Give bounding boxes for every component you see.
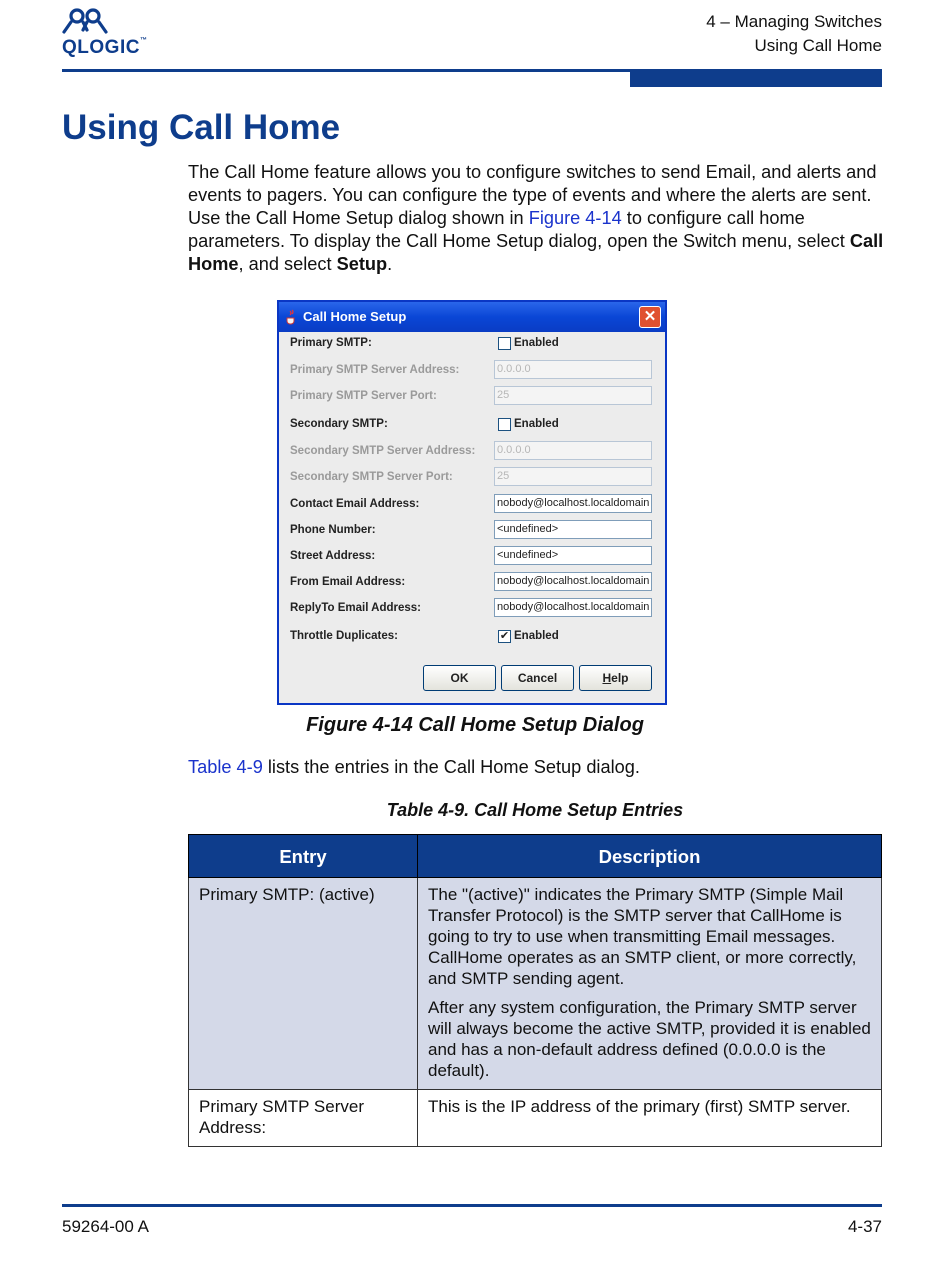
page-title: Using Call Home <box>62 108 341 147</box>
throttle-enabled-label: Enabled <box>514 630 559 642</box>
secondary-enabled-checkbox[interactable] <box>498 418 511 431</box>
table-caption: Table 4-9. Call Home Setup Entries <box>386 800 684 820</box>
header-section: Using Call Home <box>754 36 882 55</box>
street-field[interactable]: <undefined> <box>494 546 652 565</box>
primary-port-label: Primary SMTP Server Port: <box>290 390 437 402</box>
description-cell: The "(active)" indicates the Primary SMTP (Simple Mail Transfer Protocol) is the SMTP server that CallHome is going to try to use when transmitting Email messages. CallHome operates as an SMTP client, or more correctly, and SMTP sending agent. After any system configuration, the Primary SMTP server will always become the active SMTP, provided it is enabled and has a non-default address defined (0.0.0.0 is the default). <box>418 878 882 1090</box>
figure-link[interactable]: Figure 4-14 <box>528 208 622 228</box>
secondary-port-field[interactable]: 25 <box>494 467 652 486</box>
throttle-enabled-checkbox[interactable]: ✔ <box>499 630 510 642</box>
replyto-field[interactable]: nobody@localhost.localdomain <box>494 598 652 617</box>
ok-button[interactable]: OK <box>423 665 496 691</box>
entry-cell: Primary SMTP: (active) <box>189 878 418 1090</box>
entries-table <box>188 834 882 1147</box>
dialog-titlebar[interactable] <box>279 302 665 332</box>
replyto-label: ReplyTo Email Address: <box>290 602 422 614</box>
throttle-label: Throttle Duplicates: <box>290 630 398 642</box>
description-cell: This is the IP address of the primary (first) SMTP server. <box>418 1090 882 1147</box>
header-accent-bar <box>630 69 882 87</box>
street-label: Street Address: <box>290 550 376 562</box>
secondary-addr-label: Secondary SMTP Server Address: <box>290 445 476 457</box>
page-number: 4-37 <box>847 1217 882 1236</box>
table-row <box>189 878 882 1090</box>
entry-cell: Primary SMTP Server Address: <box>189 1090 418 1147</box>
header-entry: Entry <box>189 835 418 878</box>
cancel-button[interactable]: Cancel <box>501 665 574 691</box>
footer-rule <box>62 1204 882 1207</box>
call-home-setup-dialog <box>277 300 667 705</box>
primary-smtp-label: Primary SMTP: <box>290 337 372 349</box>
from-email-field[interactable]: nobody@localhost.localdomain <box>494 572 652 591</box>
figure-caption: Figure 4-14 Call Home Setup Dialog <box>306 714 644 736</box>
secondary-addr-field[interactable]: 0.0.0.0 <box>494 441 652 460</box>
secondary-port-label: Secondary SMTP Server Port: <box>290 471 453 483</box>
close-icon[interactable]: ✕ <box>639 306 661 328</box>
header-description: Description <box>418 835 882 878</box>
intro-paragraph: The Call Home feature allows you to configure switches to send Email, and alerts and events to pagers. You can configure the type of events and where the alerts are sent. Use the Call Home Setup dialog shown in Figure 4-14 to configure call home parameters. To display the Call Home Setup dialog, open the Switch menu, select Call Home, and select Setup. <box>188 162 884 274</box>
contact-email-label: Contact Email Address: <box>290 498 420 510</box>
dialog-title: Call Home Setup <box>303 309 407 324</box>
qlogic-logo <box>62 8 152 60</box>
qlogic-logo-mark <box>62 8 108 36</box>
table-header-row <box>189 835 882 878</box>
primary-addr-field[interactable]: 0.0.0.0 <box>494 360 652 379</box>
doc-number: 59264-00 A <box>62 1217 149 1236</box>
table-row <box>189 1090 882 1147</box>
phone-field[interactable]: <undefined> <box>494 520 652 539</box>
primary-enabled-label: Enabled <box>514 337 559 349</box>
phone-label: Phone Number: <box>290 524 376 536</box>
secondary-smtp-label: Secondary SMTP: <box>290 418 388 430</box>
table-link[interactable]: Table 4-9 <box>188 757 263 777</box>
logo-wordmark: QLOGIC™ <box>62 37 148 58</box>
from-email-label: From Email Address: <box>290 576 406 588</box>
primary-enabled-checkbox[interactable] <box>498 337 511 350</box>
running-header <box>706 10 882 58</box>
help-button[interactable]: Help <box>579 665 652 691</box>
table-reference-text: Table 4-9 lists the entries in the Call Home Setup dialog. <box>188 757 640 777</box>
header-chapter: 4 – Managing Switches <box>706 12 882 31</box>
contact-email-field[interactable]: nobody@localhost.localdomain <box>494 494 652 513</box>
java-cup-icon <box>284 309 298 325</box>
primary-addr-label: Primary SMTP Server Address: <box>290 364 460 376</box>
primary-port-field[interactable]: 25 <box>494 386 652 405</box>
secondary-enabled-label: Enabled <box>514 418 559 430</box>
